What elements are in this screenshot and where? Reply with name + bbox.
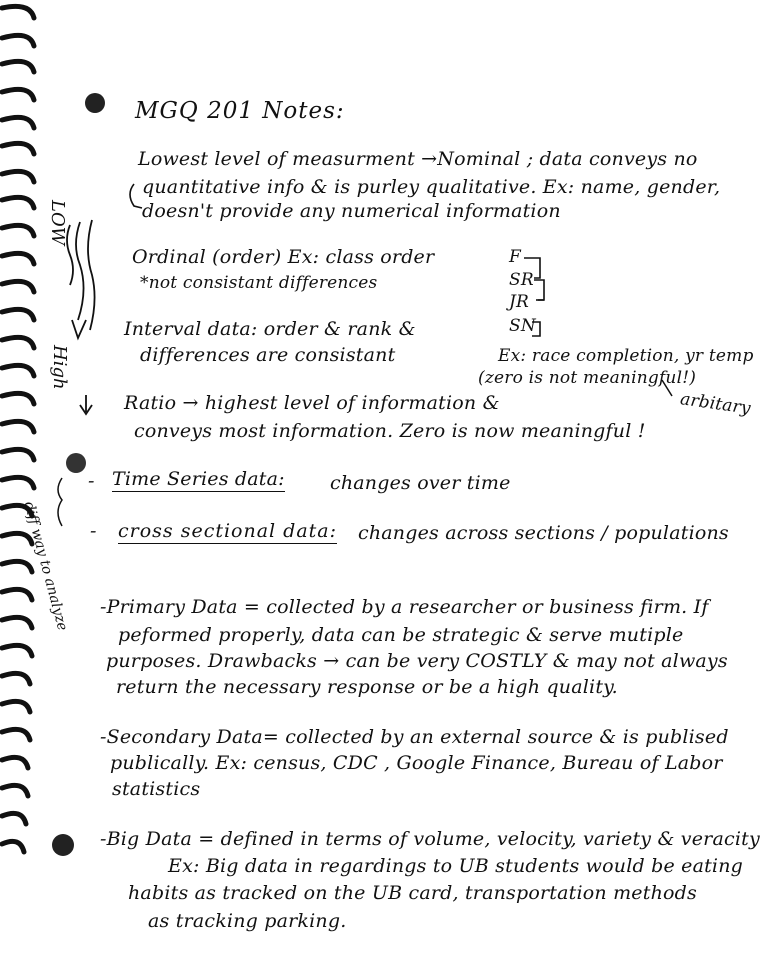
time-series-term: Time Series data: [112, 468, 285, 490]
rank-item: SN [509, 316, 536, 336]
interval-arbitary-note: arbitary [678, 389, 752, 419]
secondary-line-1: -Secondary Data= collected by an external source & is publised [100, 726, 729, 748]
rank-item: F [509, 247, 521, 267]
ordinal-line-2: *not consistant differences [140, 273, 378, 293]
primary-line-2: peformed properly, data can be strategic & serve mutiple [118, 624, 684, 646]
interval-example: Ex: race completion, yr temp [498, 346, 754, 366]
big-data-line-1: -Big Data = defined in terms of volume, velocity, variety & veracity [100, 828, 760, 850]
big-data-line-2: Ex: Big data in regardings to UB students would be eating [168, 855, 744, 877]
cross-sectional-term: cross sectional data: [118, 520, 338, 542]
ratio-line-2: conveys most information. Zero is now meaningful ! [134, 420, 646, 442]
side-note: diff way to analyze [20, 500, 71, 633]
primary-line-1: -Primary Data = collected by a researcher or business firm. If [100, 596, 709, 618]
nominal-line-2: quantitative info & is purley qualitative. Ex: name, gender, [142, 176, 721, 198]
rank-item: JR [509, 292, 530, 312]
time-series-dash: - [88, 470, 95, 492]
secondary-line-2: publically. Ex: census, CDC , Google Finance, Bureau of Labor [110, 752, 723, 774]
ratio-line-1: Ratio → highest level of information & [124, 392, 500, 414]
page-title: MGQ 201 Notes: [135, 98, 345, 124]
secondary-line-3: statistics [112, 778, 201, 800]
ordinal-line-1: Ordinal (order) Ex: class order [132, 246, 435, 268]
cross-sectional-dash: - [90, 520, 97, 542]
big-data-line-3: habits as tracked on the UB card, transportation methods [128, 882, 697, 904]
cross-sectional-text: changes across sections / populations [358, 522, 729, 544]
scale-low-label: LOW [47, 200, 68, 246]
interval-line-1: Interval data: order & rank & [124, 318, 416, 340]
primary-line-4: return the necessary response or be a high quality. [116, 676, 618, 698]
scale-high-label: High [49, 345, 70, 390]
nominal-line-3: doesn't provide any numerical information [142, 200, 561, 222]
rank-item: SR [509, 270, 534, 290]
big-data-line-4: as tracking parking. [148, 910, 347, 932]
nominal-line-1: Lowest level of measurment →Nominal ; data conveys no [138, 148, 698, 170]
primary-line-3: purposes. Drawbacks → can be very COSTLY & may not always [106, 650, 728, 672]
interval-zero-note: (zero is not meaningful!) [478, 368, 697, 388]
time-series-text: changes over time [330, 472, 511, 494]
interval-line-2: differences are consistant [140, 344, 396, 366]
